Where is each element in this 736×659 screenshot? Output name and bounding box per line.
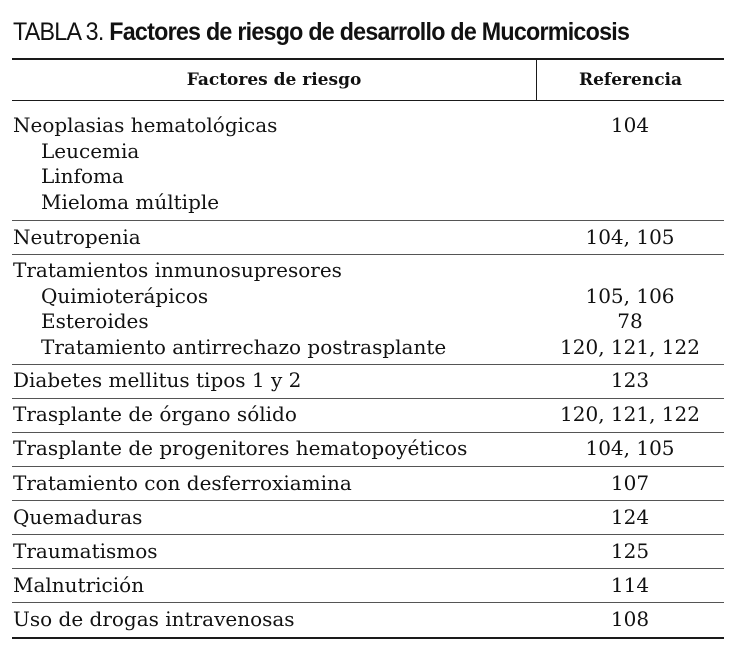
table-subrow [0,163,736,189]
row-factor: Uso de drogas intravenosas [13,607,295,631]
row-factor: Mieloma múltiple [41,190,220,214]
row-factor: Quimioterápicos [41,284,209,308]
table-subrow [0,283,736,309]
table-subrow [0,189,736,215]
row-divider [12,568,724,569]
row-reference: 120, 121, 122 [560,335,700,359]
table-row [0,224,736,250]
row-reference: 78 [617,309,643,333]
row-reference: 105, 106 [585,284,675,308]
bottom-rule [12,637,724,639]
table-row [0,435,736,461]
table-row [0,112,736,138]
row-reference: 123 [610,368,650,392]
row-divider [12,432,724,433]
row-divider [12,534,724,535]
table-row [0,504,736,530]
row-reference: 107 [610,471,650,495]
table-row [0,538,736,564]
row-factor: Trasplante de progenitores hematopoyéticos [13,436,468,460]
row-reference: 104, 105 [585,225,675,249]
row-factor: Esteroides [41,309,149,333]
row-factor: Linfoma [41,164,124,188]
table-subrow [0,334,736,360]
table-subrow [0,308,736,334]
row-factor: Tratamientos inmunosupresores [13,258,342,282]
header-reference: Referencia [578,70,683,90]
row-reference: 125 [610,539,650,563]
table-row [0,572,736,598]
row-divider [12,254,724,255]
table-subrow [0,138,736,164]
row-factor: Neoplasias hematológicas [13,113,278,137]
header-rule [12,100,724,101]
row-factor: Quemaduras [13,505,143,529]
row-reference: 104 [610,113,650,137]
row-factor: Diabetes mellitus tipos 1 y 2 [13,368,302,392]
table-number: TABLA 3. [13,18,104,46]
table-header [12,60,724,100]
row-factor: Tratamiento antirrechazo postrasplante [41,335,447,359]
row-factor: Tratamiento con desferroxiamina [13,471,352,495]
table-row [0,367,736,393]
table-row [0,470,736,496]
row-factor: Traumatismos [13,539,158,563]
table-title: Factores de riesgo de desarrollo de Mucormicosis [109,18,630,46]
row-factor: Trasplante de órgano sólido [13,402,297,426]
row-reference: 108 [610,607,650,631]
row-reference: 114 [610,573,650,597]
row-divider [12,364,724,365]
header-factor: Factores de riesgo [12,60,537,100]
row-divider [12,500,724,501]
row-factor: Neutropenia [13,225,141,249]
table-row [0,606,736,632]
row-reference: 124 [610,505,650,529]
table-caption [13,14,675,50]
row-reference: 120, 121, 122 [560,402,700,426]
row-factor: Malnutrición [13,573,145,597]
table-row [0,257,736,283]
row-divider [12,602,724,603]
table-row [0,401,736,427]
row-divider [12,220,724,221]
row-reference: 104, 105 [585,436,675,460]
row-factor: Leucemia [41,139,140,163]
row-divider [12,398,724,399]
row-divider [12,466,724,467]
